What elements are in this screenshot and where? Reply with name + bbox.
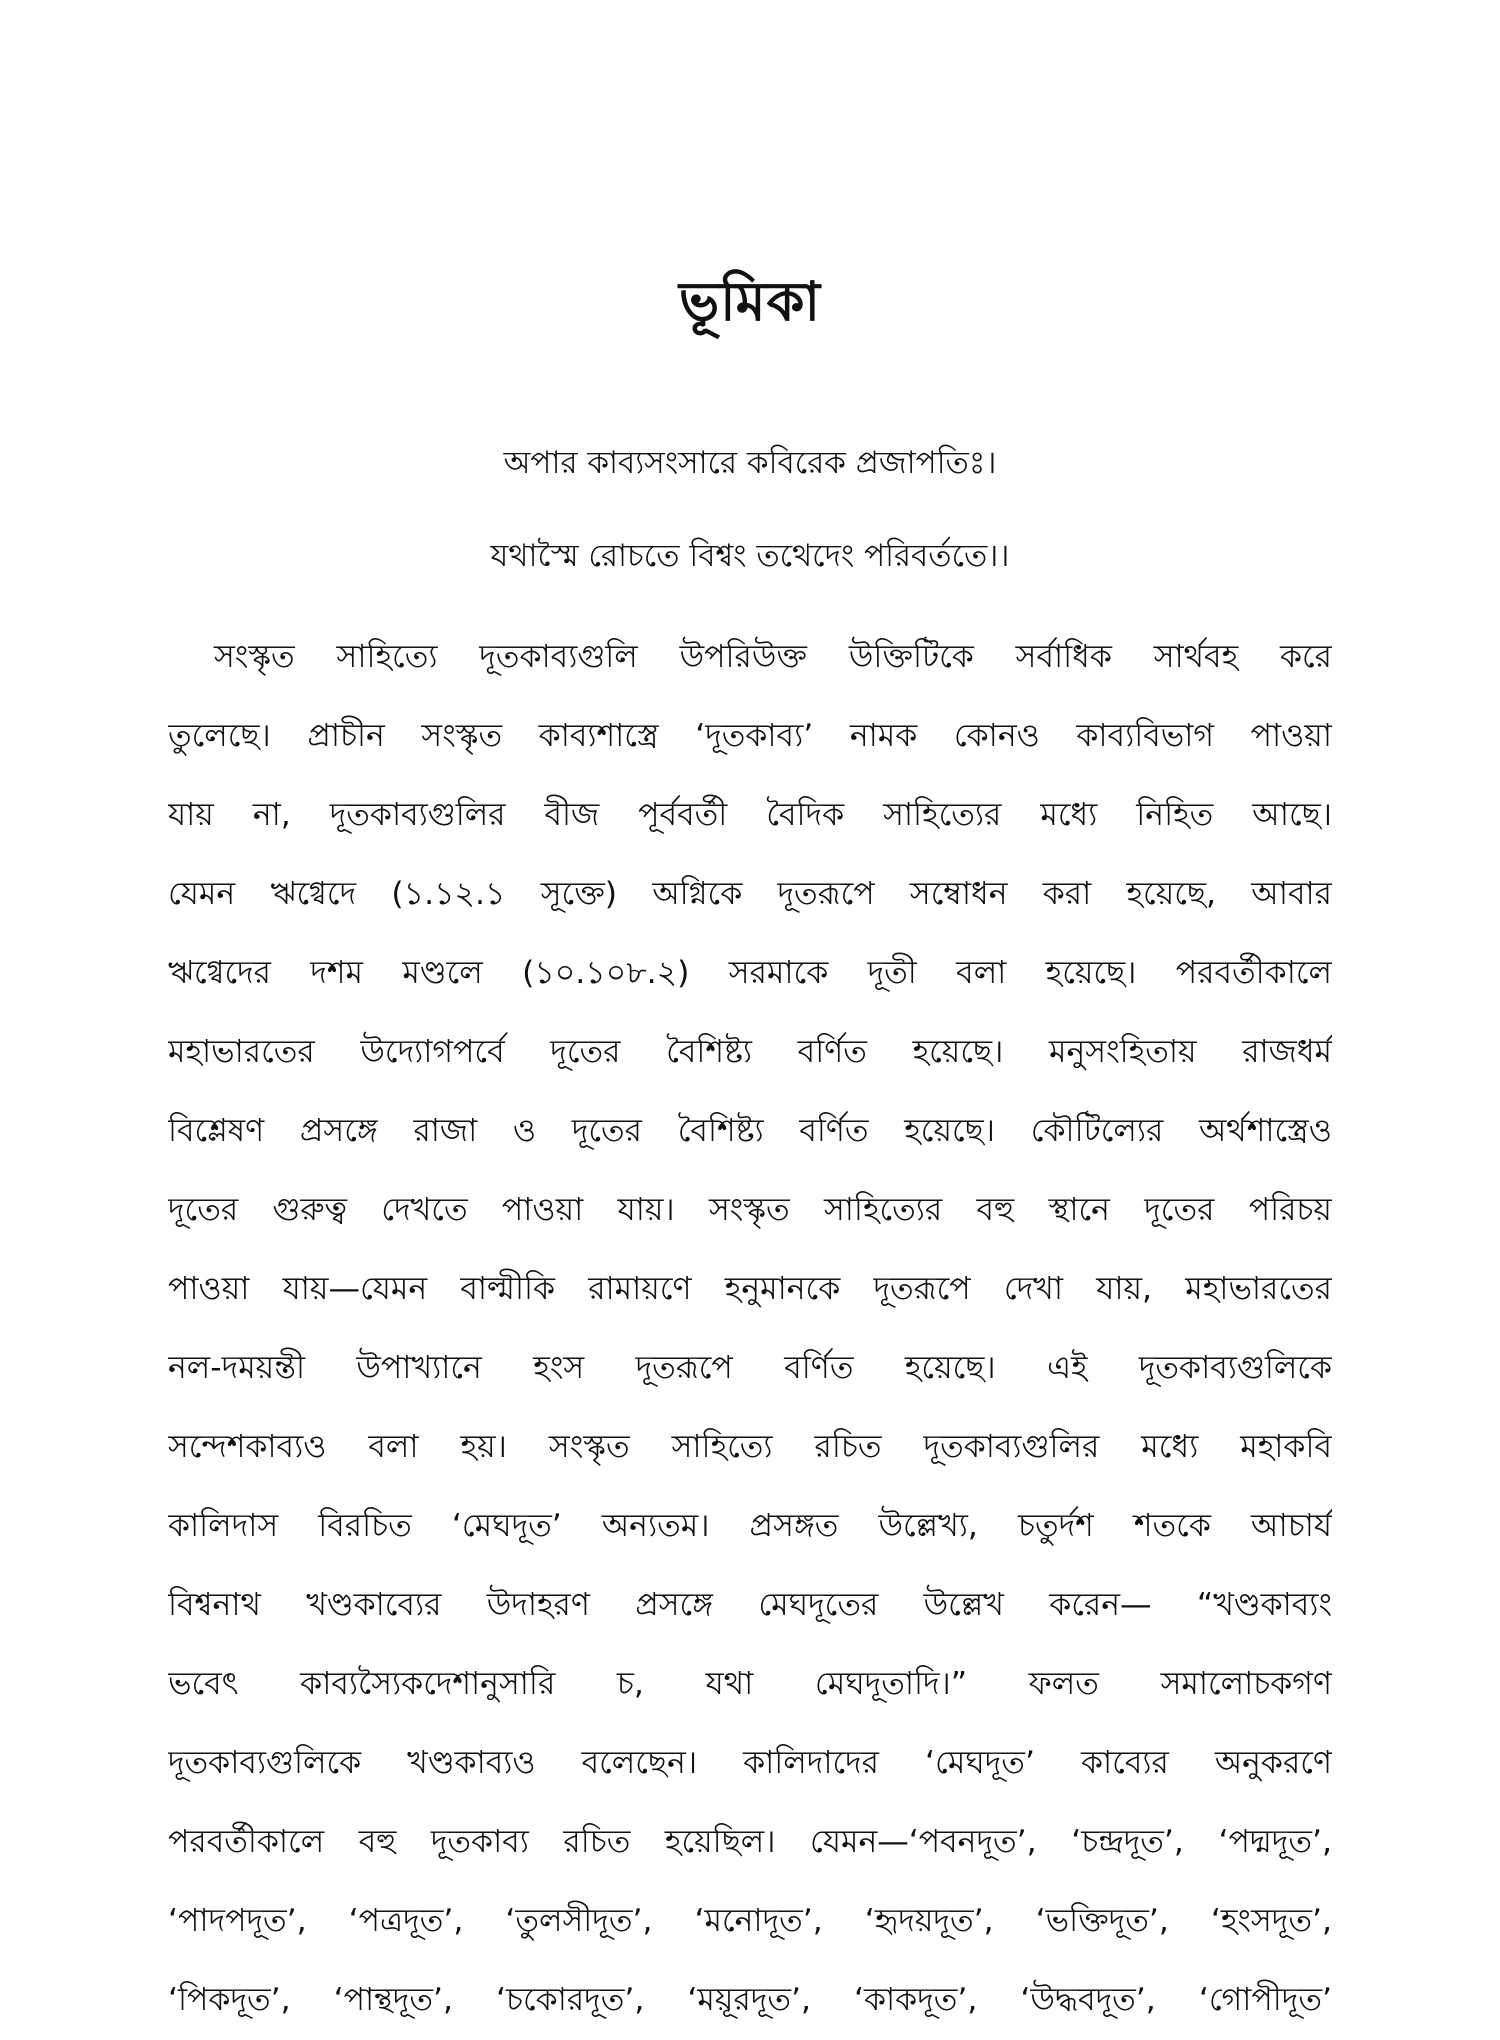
- body-line: পাওয়া যায়—যেমন বাল্মীকি রামায়ণে হনুমানকে দূতরূপে দেখা যায়, মহাভারতের: [168, 1271, 1332, 1307]
- body-line: সন্দেশকাব্যও বলা হয়। সংস্কৃত সাহিত্যে রচিত দূতকাব্যগুলির মধ্যে মহাকবি: [168, 1429, 1332, 1465]
- body-line: ভবেৎ কাব্যস্যৈকদেশানুসারি চ, যথা মেঘদূতাদি।” ফলত সমালোচকগণ: [168, 1666, 1332, 1702]
- body-line: কালিদাস বিরচিত ‘মেঘদূত’ অন্যতম। প্রসঙ্গত উল্লেখ্য, চতুর্দশ শতকে আচার্য: [168, 1508, 1332, 1544]
- body-paragraph: [168, 618, 1332, 2040]
- body-line: নল-দময়ন্তী উপাখ্যানে হংস দূতরূপে বর্ণিত হয়েছে। এই দূতকাব্যগুলিকে: [168, 1350, 1332, 1386]
- verse-line-1: অপার কাব্যসংসারে কবিরেক প্রজাপতিঃ।: [503, 445, 997, 481]
- body-line: দূতের গুরুত্ব দেখতে পাওয়া যায়। সংস্কৃত সাহিত্যের বহু স্থানে দূতের পরিচয়: [168, 1192, 1332, 1228]
- body-line: পরবর্তীকালে বহু দূতকাব্য রচিত হয়েছিল। যেমন—‘পবনদূত’, ‘চন্দ্রদূত’, ‘পদ্মদূত’,: [168, 1824, 1332, 1860]
- body-line: মহাভারতের উদ্যোগপর্বে দূতের বৈশিষ্ট্য বর্ণিত হয়েছে। মনুসংহিতায় রাজধর্ম: [168, 1034, 1332, 1070]
- body-line: যেমন ঋগ্বেদে (১.১২.১ সূক্তে) অগ্নিকে দূতরূপে সম্বোধন করা হয়েছে, আবার: [168, 876, 1332, 912]
- body-line: বিশ্লেষণ প্রসঙ্গে রাজা ও দূতের বৈশিষ্ট্য বর্ণিত হয়েছে। কৌটিল্যের অর্থশাস্ত্রেও: [168, 1113, 1332, 1149]
- body-line: তুলেছে। প্রাচীন সংস্কৃত কাব্যশাস্ত্রে ‘দূতকাব্য’ নামক কোনও কাব্যবিভাগ পাওয়া: [168, 718, 1332, 754]
- page-title: ভূমিকা: [678, 270, 822, 333]
- body-line: বিশ্বনাথ খণ্ডকাব্যের উদাহরণ প্রসঙ্গে মেঘদূতের উল্লেখ করেন— “খণ্ডকাব্যং: [168, 1587, 1332, 1623]
- body-line: সংস্কৃত সাহিত্যে দূতকাব্যগুলি উপরিউক্ত উক্তিটিকে সর্বাধিক সার্থবহ করে: [214, 639, 1332, 675]
- body-line: ‘পাদপদূত’, ‘পত্রদূত’, ‘তুলসীদূত’, ‘মনোদূত’, ‘হৃদয়দূত’, ‘ভক্তিদূত’, ‘হংসদূত’,: [168, 1903, 1332, 1939]
- body-line: ঋগ্বেদের দশম মণ্ডলে (১০.১০৮.২) সরমাকে দূতী বলা হয়েছে। পরবর্তীকালে: [168, 955, 1332, 991]
- verse-line-2: যথাস্মৈ রোচতে বিশ্বং তথেদেং পরিবর্ততে।।: [490, 538, 1010, 574]
- body-line: যায় না, দূতকাব্যগুলির বীজ পূর্ববর্তী বৈদিক সাহিত্যের মধ্যে নিহিত আছে।: [168, 797, 1332, 833]
- body-line: ‘পিকদূত’, ‘পান্থদূত’, ‘চকোরদূত’, ‘ময়ূরদূত’, ‘কাকদূত’, ‘উদ্ধবদূত’, ‘গোপীদূত’: [168, 1982, 1332, 2018]
- body-line: দূতকাব্যগুলিকে খণ্ডকাব্যও বলেছেন। কালিদাদের ‘মেঘদূত’ কাব্যের অনুকরণে: [168, 1745, 1332, 1781]
